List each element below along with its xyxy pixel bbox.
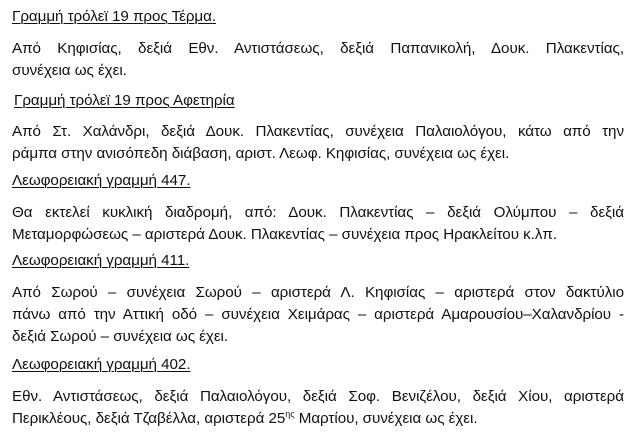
paragraph-line: δεξιά Σωρού – συνέχεια ως έχει. <box>12 328 229 345</box>
paragraph-line: συνέχεια ως έχει. <box>12 62 127 79</box>
paragraph-line: Εθν. Αντιστάσεως, δεξιά Παλαιολόγου, δεξιά Σοφ. Βενιζέλου, δεξιά Χίου, αριστερά <box>12 388 624 405</box>
paragraph-line <box>12 410 478 428</box>
paragraph-line: Από Στ. Χαλάνδρι, δεξιά Δουκ. Πλακεντίας, συνέχεια Παλαιολόγου, κάτω από την <box>12 123 624 140</box>
paragraph-text: Μαρτίου, συνέχεια ως έχει. <box>294 410 478 427</box>
paragraph-line: Από Κηφισίας, δεξιά Εθν. Αντιστάσεως, δεξιά Παπανικολή, Δουκ. Πλακεντίας, <box>12 40 624 57</box>
section-heading: Γραμμή τρόλεϊ 19 προς Αφετηρία <box>14 92 235 109</box>
section-heading: Λεωφορειακή γραμμή 411. <box>12 252 190 269</box>
section-heading: Γραμμή τρόλεϊ 19 προς Τέρμα. <box>12 8 217 25</box>
paragraph-line: ράμπα στην ανισόπεδη διάβαση, αριστ. Λεωφ. Κηφισίας, συνέχεια ως έχει. <box>12 145 510 162</box>
ordinal-suffix: ης <box>285 409 295 419</box>
paragraph-line: Θα εκτελεί κυκλική διαδρομή, από: Δουκ. Πλακεντίας – δεξιά Ολύμπου – δεξιά <box>12 204 624 221</box>
paragraph-line: Από Σωρού – συνέχεια Σωρού – αριστερά Λ. Κηφισίας – αριστερά στον δακτύλιο <box>12 284 624 301</box>
paragraph-text: Περικλέους, δεξιά Τζαβέλλα, αριστερά 25 <box>12 410 286 427</box>
paragraph-line: Μεταμορφώσεως – αριστερά Δουκ. Πλακεντίας – συνέχεια προς Ηρακλείτου κ.λπ. <box>12 226 557 243</box>
section-heading: Λεωφορειακή γραμμή 402. <box>12 356 191 373</box>
section-heading: Λεωφορειακή γραμμή 447. <box>12 172 191 189</box>
paragraph-line: πάνω από την Αττική οδό – συνέχεια Χειμάρας – αριστερά Αμαρουσίου–Χαλανδρίου - <box>12 306 624 323</box>
